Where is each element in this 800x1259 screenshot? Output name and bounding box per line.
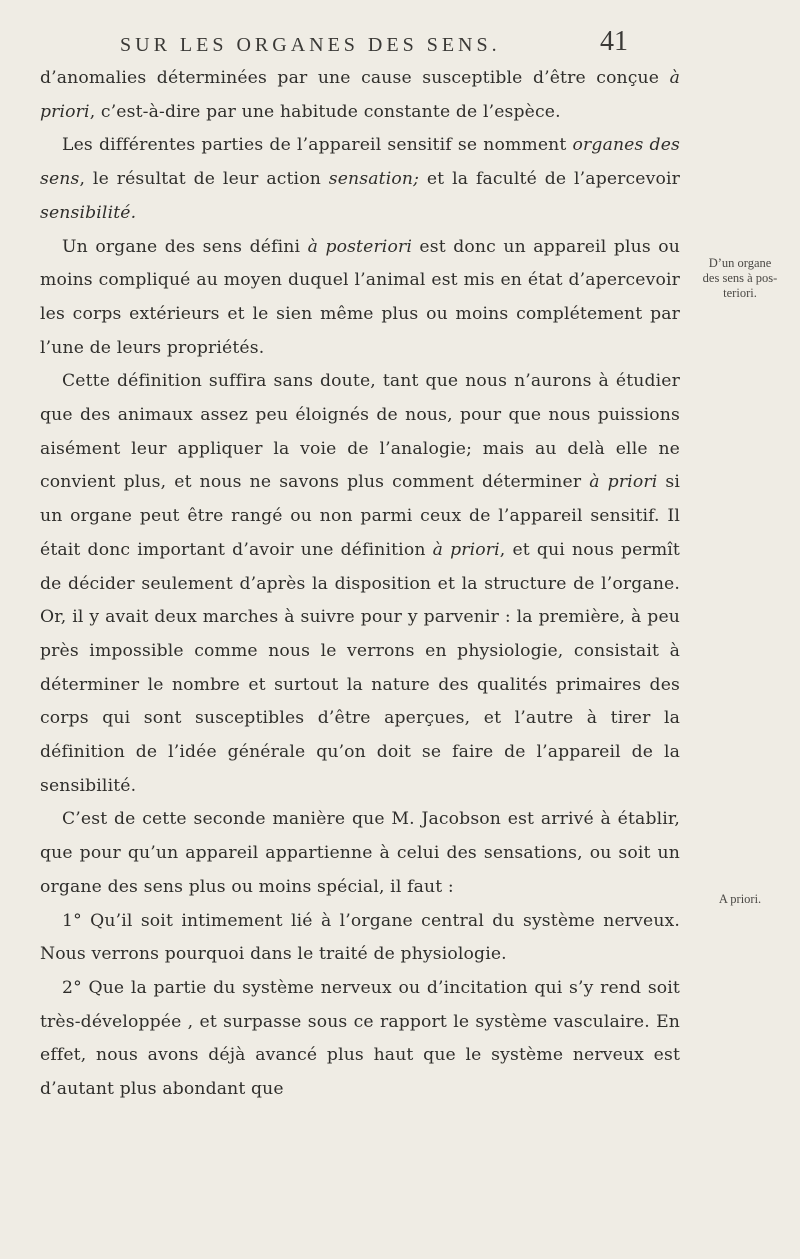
margin-note-line: des sens à pos- xyxy=(702,271,778,285)
text-run: C’est de cette seconde manière que M. Jacobson est arrivé à établir, que pour qu’un appareil appartienne à celui des sensations, ou soit un organe des sens plus ou moins spécial, il faut : xyxy=(40,809,680,897)
text-run: , le résultat de leur action xyxy=(79,169,329,190)
paragraph xyxy=(40,129,680,230)
margin-note-line: D’un organe xyxy=(708,256,772,270)
italic-text: sensation; xyxy=(328,169,420,190)
margin-note-line: teriori. xyxy=(723,286,757,300)
text-run: 1° Qu’il soit intimement lié à l’organe central du système nerveux. Nous verrons pourquoi dans le traité de physiologie. xyxy=(40,910,680,965)
text-run: , et qui nous permît de décider seulement d’après la disposition et la structure de l’organe. Or, il y avait deux marches à suivre pour y parvenir : la première, à peu près impossible comme nous le verrons en physiologie, consistait à déterminer le nombre et surtout la nature des qualités primaires des corps qui sont susceptibles d’être aperçues, et l’autre à tirer la définition de l’idée générale qu’on doit se faire de l’appareil de la sensibilité. xyxy=(40,539,680,796)
page-header xyxy=(40,26,680,62)
paragraph xyxy=(40,62,680,129)
paragraph xyxy=(40,231,680,366)
margin-note-line: A priori. xyxy=(718,892,762,906)
italic-text: à priori xyxy=(40,68,680,122)
italic-text: à priori xyxy=(432,539,500,560)
margin-note-a-posteriori xyxy=(690,256,790,301)
text-run: Les différentes parties de l’appareil sensitif se nomment xyxy=(62,135,573,156)
italic-text: à posteriori xyxy=(307,236,412,257)
paragraph xyxy=(40,803,680,904)
text-run: et la faculté de l’apercevoir xyxy=(419,169,681,190)
text-run: est donc un appareil plus ou moins compliqué au moyen duquel l’animal est mis en état d’apercevoir les corps extérieurs et le sien même plus ou moins complétement par l’une de leurs propriétés. xyxy=(40,236,680,358)
italic-text: à priori xyxy=(589,472,658,493)
text-run: d’anomalies déterminées par une cause susceptible d’être conçue xyxy=(40,68,670,88)
italic-text: organes des sens xyxy=(40,135,681,190)
paragraph xyxy=(40,972,680,1107)
text-run: Cette définition suffira sans doute, tant que nous n’aurons à étudier que des animaux assez peu éloignés de nous, pour que nous puissions aisément leur appliquer la voie de l’analogie; mais au delà elle ne convient plus, et nous ne savons plus comment déterminer xyxy=(40,371,680,493)
text-run: 2° Que la partie du système nerveux ou d’incitation qui s’y rend soit très-développée , et surpasse sous ce rapport le système vasculaire. En effet, nous avons déjà avancé plus haut que le système nerveux est d’autant plus abondant que xyxy=(40,977,680,1100)
text-run: Un organe des sens défini xyxy=(62,236,308,257)
paragraph xyxy=(40,365,680,803)
running-head: SUR LES ORGANES DES SENS. xyxy=(120,34,501,56)
text-run: , c’est-à-dire par une habitude constante de l’espèce. xyxy=(89,101,561,122)
margin-note-a-priori xyxy=(690,892,790,907)
text-run: si un organe peut être rangé ou non parmi ceux de l’appareil sensitif. Il était donc important d’avoir une définition xyxy=(40,472,680,560)
italic-text: sensibilité. xyxy=(40,202,137,223)
body-text xyxy=(40,62,680,1107)
page-number: 41 xyxy=(600,26,628,57)
paragraph xyxy=(40,905,680,972)
